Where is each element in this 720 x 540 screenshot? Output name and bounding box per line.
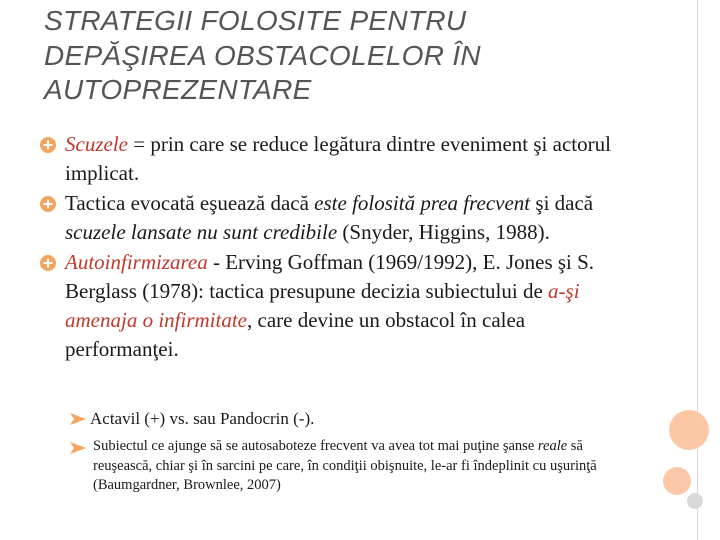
arrow-bullet-icon [70,442,86,454]
bullet-tactica [40,189,640,247]
sub-2-italic: reale [537,438,568,454]
term-scuzele: Scuzele [65,132,128,156]
arrow-bullet-icon [70,413,86,425]
bullet-2-part-2: şi dacă [530,191,594,215]
bullet-2-part-1: Tactica evocată eşuează dacă [65,191,315,215]
bullet-list [40,130,640,365]
slide-title [44,4,644,108]
bullet-1-text: = prin care se reduce legătura dintre eveniment şi actorul implicat. [65,132,611,185]
sub-bullet-autosabotare [93,437,633,496]
plus-circle-icon [40,196,56,212]
title-line-2: DEPĂŞIREA OBSTACOLELOR ÎN [44,39,481,71]
decor-circle-medium [663,467,691,495]
bullet-scuzele [40,130,640,188]
bullet-3-part-2: , care devine un obstacol în calea performanţei. [65,308,526,361]
bullet-3-red-italic: a-şi amenaja o infirmitate [65,279,580,332]
sub-bullet-actavil: Actavil (+) vs. sau Pandocrin (-). [90,409,315,428]
decor-circle-large [669,410,709,450]
decor-circle-small [687,493,703,509]
sub-2-part-2: să reuşească, chiar şi în sarcini pe care, în condiţii obişnuite, le-ar fi îndeplinit cu uşurinţă (Baumgardner, Brownlee, 2007) [93,438,597,493]
right-divider-line [697,0,698,540]
bullet-2-italic-2: scuzele lansate nu sunt credibile [65,220,338,244]
term-autoinfirmizarea: Autoinfirmizarea [65,250,208,274]
bullet-3-part-1: - Erving Goffman (1969/1992), E. Jones şi S. Berglass (1978): tactica presupune decizia subiectului de [65,250,595,303]
plus-circle-icon [40,137,56,153]
bullet-2-italic-1: este folosită prea frecvent [314,191,531,215]
title-line-3: AUTOPREZENTARE [44,74,312,105]
title-line-1: STRATEGII FOLOSITE PENTRU [44,5,467,36]
sub-2-part-1: Subiectul ce ajunge să se autosaboteze frecvent va avea tot mai puţine şanse [93,438,538,454]
plus-circle-icon [40,255,56,271]
bullet-2-part-3: (Snyder, Higgins, 1988). [337,220,550,244]
bullet-autoinfirmizarea [40,248,640,364]
